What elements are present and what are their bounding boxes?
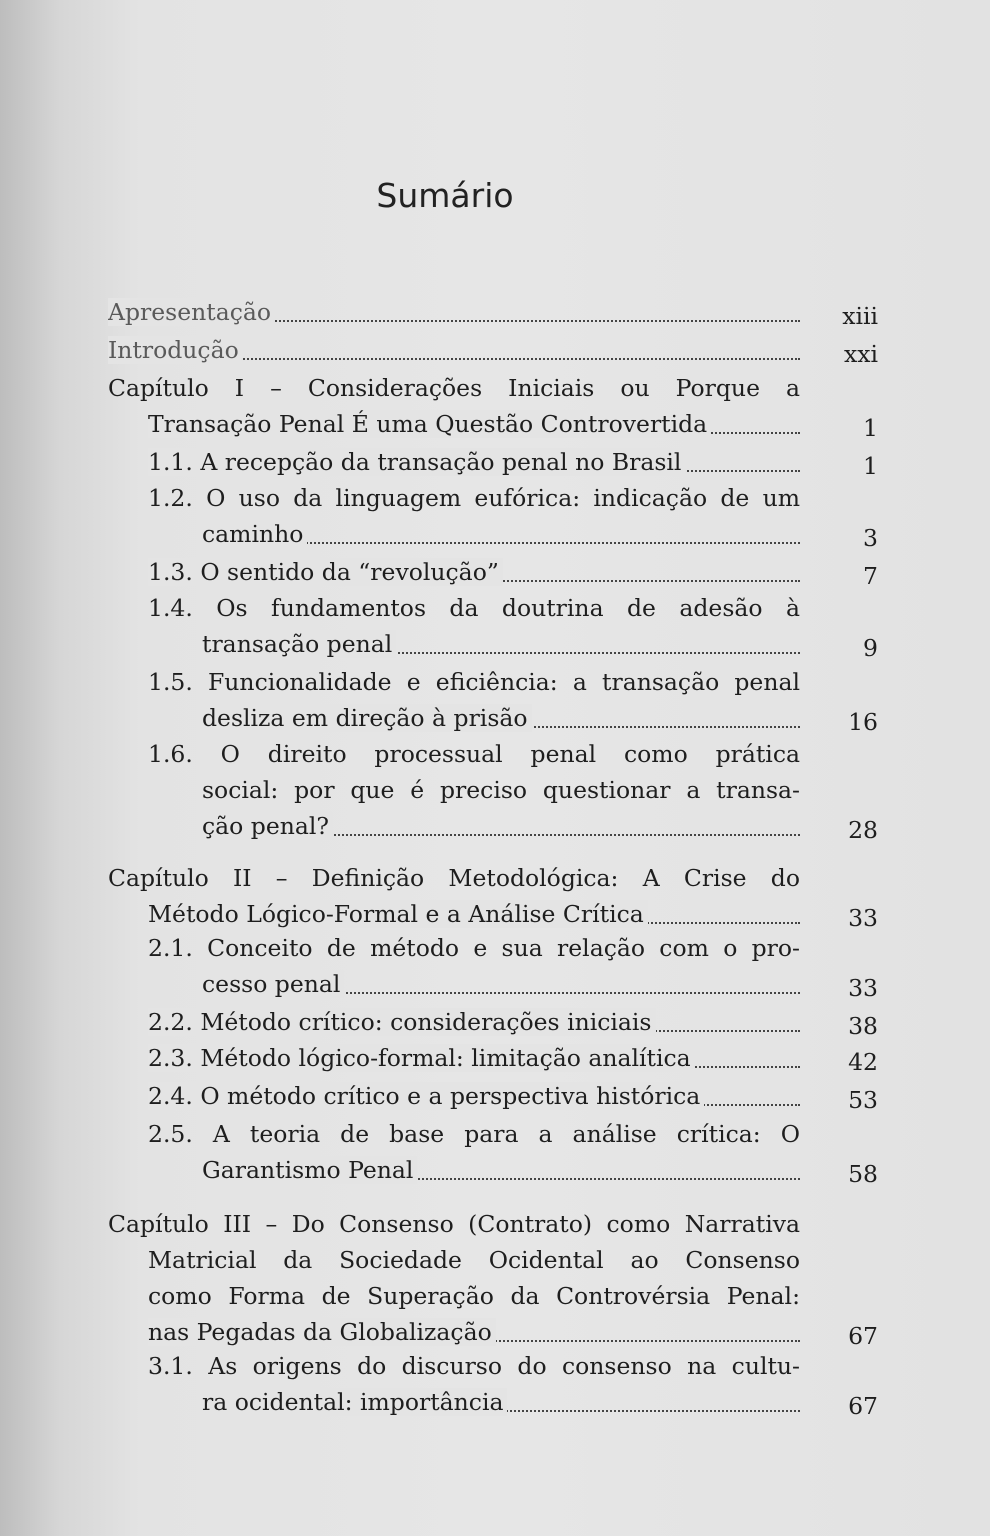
toc-entry-text: Transação Penal É uma Questão Controvertida <box>148 410 711 438</box>
toc-entry-line <box>148 1006 800 1038</box>
toc-entry-line <box>148 1042 800 1074</box>
toc-entry-text: Capítulo II – Definição Metodológica: A Crise do <box>108 864 800 892</box>
toc-entry-text: transação penal <box>202 630 396 658</box>
toc-entry-text: social: por que é preciso questionar a transa- <box>202 776 800 804</box>
toc-page-number: xxi <box>843 340 878 368</box>
toc-entry-text: Método Lógico-Formal e a Análise Crítica <box>148 900 648 928</box>
toc-entry-line <box>148 1316 800 1348</box>
toc-page-number: 38 <box>848 1012 878 1040</box>
toc-entry-line <box>148 1280 800 1312</box>
toc-entry-line <box>148 898 800 930</box>
toc-entry-text: ra ocidental: importância <box>202 1388 507 1416</box>
toc-entry-line <box>148 408 800 440</box>
toc-page-number: xiii <box>842 302 878 330</box>
toc-entry-line <box>202 628 800 660</box>
toc-entry-line <box>148 1080 800 1112</box>
toc-entry-text: nas Pegadas da Globalização <box>148 1318 496 1346</box>
toc-entry-text: ção penal? <box>202 812 333 840</box>
toc-entry-line <box>148 666 800 698</box>
toc-entry-text: Capítulo III – Do Consenso (Contrato) como Narrativa <box>108 1210 800 1238</box>
toc-entry-line <box>108 862 800 894</box>
toc-entry-line <box>148 592 800 624</box>
toc-entry-line <box>148 1244 800 1276</box>
toc-entry-line <box>202 1386 800 1418</box>
toc-page-number: 28 <box>848 816 878 844</box>
toc-page-number: 67 <box>848 1392 878 1420</box>
toc-entry-line <box>108 334 800 366</box>
toc-entry-line <box>202 774 800 806</box>
toc-entry-text: Introdução <box>108 336 243 364</box>
toc-entry-text: 3.1. As origens do discurso do consenso na cultu- <box>148 1352 800 1380</box>
toc-page-number: 7 <box>863 562 878 590</box>
toc-entry-text: 1.3. O sentido da “revolução” <box>148 558 503 586</box>
toc-page-number: 33 <box>848 974 878 1002</box>
toc-entry-line <box>148 932 800 964</box>
toc-entry-line <box>202 518 800 550</box>
toc-entry-text: Matricial da Sociedade Ocidental ao Consenso <box>148 1246 800 1274</box>
toc-entry-text: 1.5. Funcionalidade e eficiência: a transação penal <box>148 668 800 696</box>
toc-entry-text: 2.1. Conceito de método e sua relação com o pro- <box>148 934 800 962</box>
toc-page-number: 42 <box>848 1048 878 1076</box>
toc-page-number: 67 <box>848 1322 878 1350</box>
toc-entry-text: 1.6. O direito processual penal como prática <box>148 740 800 768</box>
toc-entry-text: cesso penal <box>202 970 344 998</box>
page-title: Sumário <box>376 176 514 215</box>
toc-page-number: 58 <box>848 1160 878 1188</box>
toc-page-number: 1 <box>863 452 878 480</box>
toc-entry-text: Garantismo Penal <box>202 1156 417 1184</box>
toc-entry-line <box>202 968 800 1000</box>
toc-entry-line <box>202 810 800 842</box>
toc-page-number: 9 <box>863 634 878 662</box>
toc-entry-line <box>148 1118 800 1150</box>
toc-entry-line <box>108 372 800 404</box>
toc-entry-text: 2.2. Método crítico: considerações iniciais <box>148 1008 656 1036</box>
toc-entry-text: 2.4. O método crítico e a perspectiva histórica <box>148 1082 704 1110</box>
toc-entry-line <box>108 296 800 328</box>
toc-page-number: 1 <box>863 414 878 442</box>
toc-entry-line <box>202 702 800 734</box>
toc-entry-line <box>148 1350 800 1382</box>
toc-entry-line <box>202 1154 800 1186</box>
toc-page-number: 3 <box>863 524 878 552</box>
toc-page-number: 16 <box>848 708 878 736</box>
toc-entry-text: Apresentação <box>108 298 275 326</box>
toc-entry-text: 2.5. A teoria de base para a análise crítica: O <box>148 1120 800 1148</box>
toc-entry-line <box>148 738 800 770</box>
toc-entry-text: 1.1. A recepção da transação penal no Brasil <box>148 448 685 476</box>
toc-entry-line <box>148 482 800 514</box>
toc-entry-text: desliza em direção à prisão <box>202 704 532 732</box>
toc-page-number: 53 <box>848 1086 878 1114</box>
toc-entry-text: Capítulo I – Considerações Iniciais ou Porque a <box>108 374 800 402</box>
toc-entry-text: como Forma de Superação da Controvérsia Penal: <box>148 1282 800 1310</box>
toc-entry-text: 1.4. Os fundamentos da doutrina de adesão à <box>148 594 800 622</box>
toc-entry-text: 2.3. Método lógico-formal: limitação analítica <box>148 1044 695 1072</box>
toc-entry-line <box>148 556 800 588</box>
toc-entry-text: 1.2. O uso da linguagem eufórica: indicação de um <box>148 484 800 512</box>
toc-page-number: 33 <box>848 904 878 932</box>
toc-entry-text: caminho <box>202 520 307 548</box>
toc-entry-line <box>148 446 800 478</box>
toc-entry-line <box>108 1208 800 1240</box>
